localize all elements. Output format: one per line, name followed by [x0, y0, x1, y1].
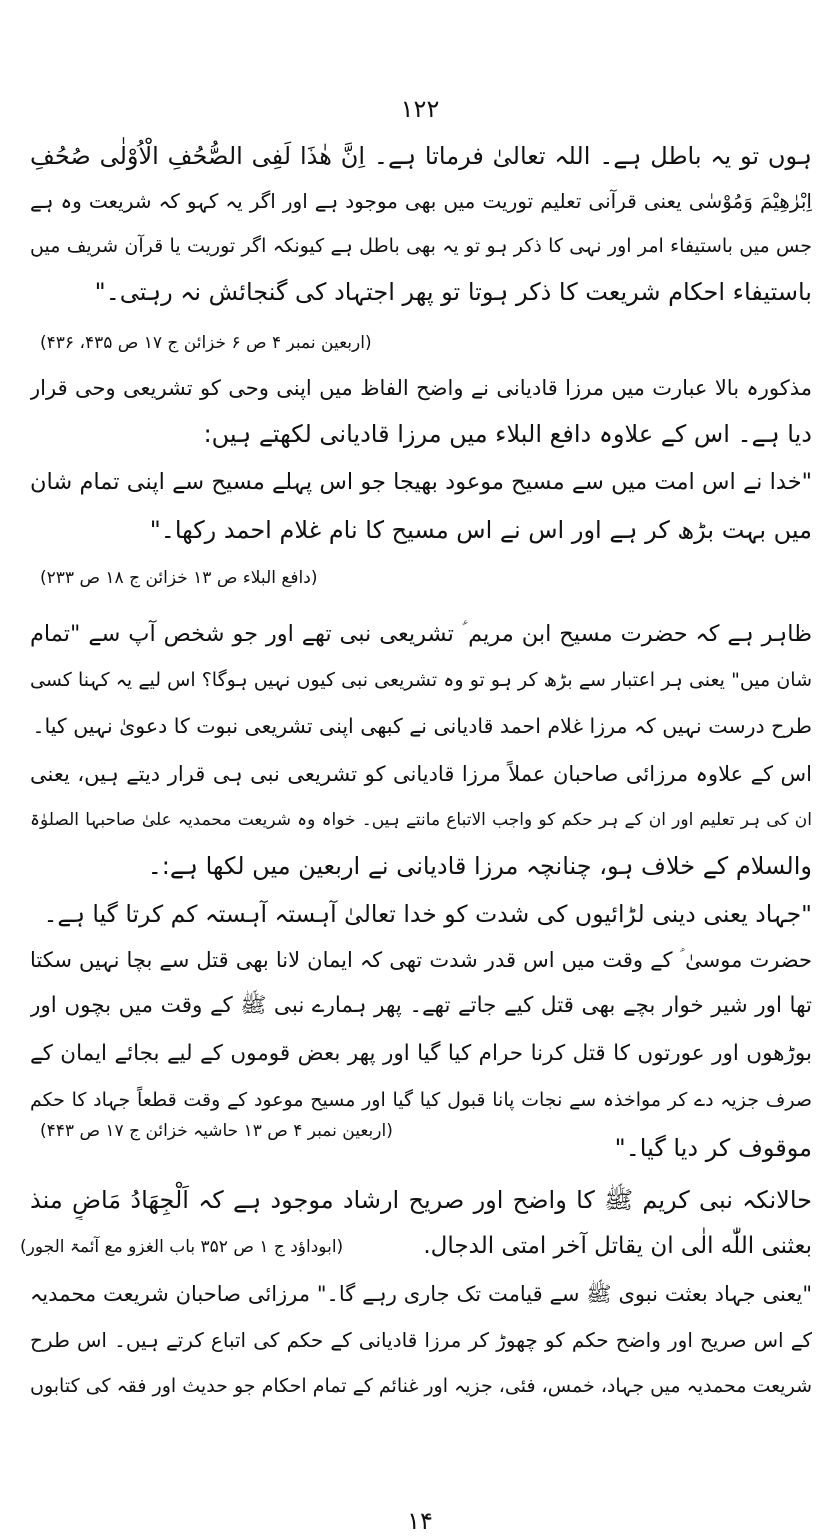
text-line-8: میں بہت بڑھ کر ہے اور اس نے اس مسیح کا نام غلام احمد رکھا۔"	[149, 516, 812, 544]
text-line-10: شان میں" یعنی ہر اعتبار سے بڑھ کر ہو تو وہ تشریعی نبی کیوں نہیں ہوگا؟ اس لیے یہ کہنا کسی	[30, 669, 812, 691]
text-line-9: ظاہر ہے کہ حضرت مسیح ابن مریم ؑ تشریعی نبی تھے اور جو شخص آپ سے "تمام	[30, 621, 812, 647]
reference-arbain-4-hashiya: (اربعین نمبر ۴ ص ۱۳ حاشیہ خزائن ج ۱۷ ص ۴۴۳)	[40, 1121, 393, 1141]
reference-abu-dawud: (ابوداؤد ج ۱ ص ۳۵۲ باب الغزو مع آئمۃ الجور)	[20, 1237, 344, 1257]
text-line-25: شریعت محمدیہ میں جہاد، خمس، فئی، جزیہ اور غنائم کے تمام احکام جو حدیث اور فقہ کی کتابوں	[30, 1375, 812, 1397]
text-line-11: طرح درست نہیں کہ مرزا غلام احمد قادیانی نے کبھی اپنی تشریعی نبوت کا دعویٰ نہیں کیا۔	[32, 714, 812, 738]
text-line-14: والسلام کے خلاف ہو، چنانچہ مرزا قادیانی نے اربعین میں لکھا ہے:۔	[147, 852, 812, 880]
text-line-20: موقوف کر دیا گیا۔"	[614, 1134, 812, 1162]
text-line-5: مذکورہ بالا عبارت میں مرزا قادیانی نے واضح الفاظ میں اپنی وحی کو تشریعی وحی قرار	[30, 376, 812, 400]
text-line-21: حالانکہ نبی کریم ﷺ کا واضح اور صریح ارشاد موجود ہے کہ اَلْجِهَادُ مَاضٍ منذ	[30, 1186, 812, 1214]
text-line-4: باستیفاء احکام شریعت کا ذکر ہوتا تو پھر اجتہاد کی گنجائش نہ رہتی۔"	[94, 278, 812, 306]
text-line-22: بعثنی اللّٰه الٰی ان یقاتل آخر امتی الدجال.	[423, 1233, 812, 1259]
text-line-1: ہوں تو یہ باطل ہے۔ اللہ تعالیٰ فرماتا ہے۔ اِنَّ هٰذَا لَفِی الصُّحُفِ الْاُوْلٰی صُحُفِ	[30, 142, 812, 170]
text-line-13: ان کی ہر تعلیم اور ان کے ہر حکم کو واجب الاتباع مانتے ہیں۔ خواہ وہ شریعت محمدیہ علیٰ صاحبہا الصلوٰۃ	[30, 810, 812, 830]
text-line-3: جس میں باستیفاء امر اور نہی کا ذکر ہو تو یہ بھی باطل ہے کیونکہ اگر توریت یا قرآن شریف میں	[30, 235, 812, 257]
text-line-23: "یعنی جہاد بعثت نبوی ﷺ سے قیامت تک جاری رہے گا۔" مرزائی صاحبان شریعت محمدیہ	[30, 1282, 812, 1306]
text-line-6: دیا ہے۔ اس کے علاوہ دافع البلاء میں مرزا قادیانی لکھتے ہیں:	[203, 420, 812, 448]
footer-page-number: ۱۴	[407, 1507, 433, 1535]
text-line-17: تھا اور شیر خوار بچے بھی قتل کیے جاتے تھے۔ پھر ہمارے نبی ﷺ کے وقت میں بچوں اور	[30, 993, 812, 1018]
text-line-19: صرف جزیہ دے کر مواخذہ سے نجات پانا قبول کیا گیا اور مسیح موعود کے وقت قطعاً جہاد کا حکم	[30, 1089, 812, 1111]
text-line-2: اِبْرٰهِیْمَ وَمُوْسٰی یعنی قرآنی تعلیم توریت میں بھی موجود ہے اور اگر یہ کہو کہ شریعت وہ ہے	[30, 189, 812, 213]
reference-arbain-4: (اربعین نمبر ۴ ص ۶ خزائن ج ۱۷ ص ۴۳۵، ۴۳۶)	[40, 333, 372, 353]
text-line-16: حضرت موسیٰ ؑ کے وقت میں اس قدر شدت تھی کہ ایمان لانا بھی قتل سے بچا نہیں سکتا	[30, 948, 812, 972]
text-line-18: بوڑھوں اور عورتوں کا قتل کرنا حرام کیا گیا اور پھر بعض قوموں کے لیے بجائے ایمان کے	[30, 1041, 812, 1066]
header-page-number: ۱۲۲	[400, 95, 440, 123]
reference-dafi-ul-bala: (دافع البلاء ص ۱۳ خزائن ج ۱۸ ص ۲۳۳)	[40, 568, 318, 588]
text-line-12: اس کے علاوہ مرزائی صاحبان عملاً مرزا قادیانی کو تشریعی نبی ہی قرار دیتے ہیں، یعنی	[30, 762, 812, 786]
text-line-7: "خدا نے اس امت میں سے مسیح موعود بھیجا جو اس پہلے مسیح سے اپنی تمام شان	[30, 469, 812, 495]
text-line-24: کے اس صریح اور واضح حکم کو چھوڑ کر مرزا قادیانی کے حکم کی اتباع کرتے ہیں۔ اس طرح	[30, 1328, 812, 1352]
text-line-15: "جہاد یعنی دینی لڑائیوں کی شدت کو خدا تعالیٰ آہستہ آہستہ کم کرتا گیا ہے۔	[43, 900, 812, 928]
